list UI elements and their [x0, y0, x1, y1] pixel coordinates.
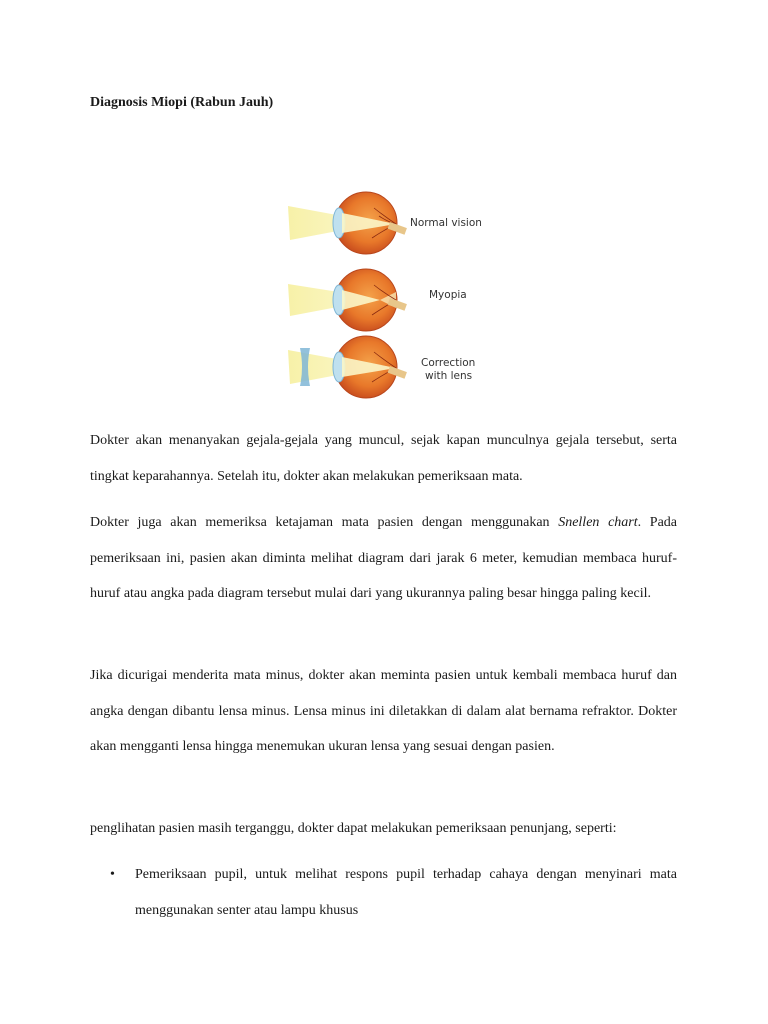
label-correction-line1: Correction — [421, 357, 476, 369]
snellen-chart-term: Snellen chart — [558, 515, 638, 530]
paragraph-minus-lens: Jika dicurigai menderita mata minus, dokter akan meminta pasien untuk kembali membaca huruf dan angka dengan dibantu lensa minus. Lensa minus ini diletakkan di dalam alat bernama refraktor. Dokter akan mengganti lensa hingga menemukan ukuran lensa yang sesuai dengan pasien. — [90, 668, 677, 755]
paragraph-snellen-part2: . Pada pemeriksaan ini, pasien akan diminta melihat diagram dari jarak 6 meter, kemudian membaca huruf-huruf atau angka pada diagram tersebut mulai dari yang ukurannya paling besar hingga paling kecil. — [90, 515, 677, 602]
list-item — [90, 857, 677, 928]
label-correction-line2: with lens — [425, 370, 473, 382]
list-item-text: Pemeriksaan pupil, untuk melihat respons pupil terhadap cahaya dengan menyinari mata menggunakan senter atau lampu khusus — [135, 867, 677, 918]
label-normal-vision: Normal vision — [410, 217, 482, 229]
bullet-marker: • — [110, 867, 115, 882]
paragraph-supporting-exams: penglihatan pasien masih terganggu, dokter dapat melakukan pemeriksaan penunjang, seperti: — [90, 821, 617, 836]
exam-list — [90, 857, 677, 928]
paragraph-symptoms: Dokter akan menanyakan gejala-gejala yang muncul, sejak kapan munculnya gejala tersebut, serta tingkat keparahannya. Setelah itu, dokter akan melakukan pemeriksaan mata. — [90, 433, 677, 484]
normal-vision-eye — [288, 192, 482, 254]
label-myopia: Myopia — [429, 289, 467, 301]
paragraph-snellen-part1: Dokter juga akan memeriksa ketajaman mata pasien dengan menggunakan — [90, 515, 559, 530]
myopia-eye — [288, 269, 467, 331]
myopia-eye-diagram — [284, 186, 494, 401]
corrected-eye — [288, 336, 475, 398]
paragraph-snellen — [90, 505, 677, 612]
section-heading: Diagnosis Miopi (Rabun Jauh) — [90, 95, 274, 110]
